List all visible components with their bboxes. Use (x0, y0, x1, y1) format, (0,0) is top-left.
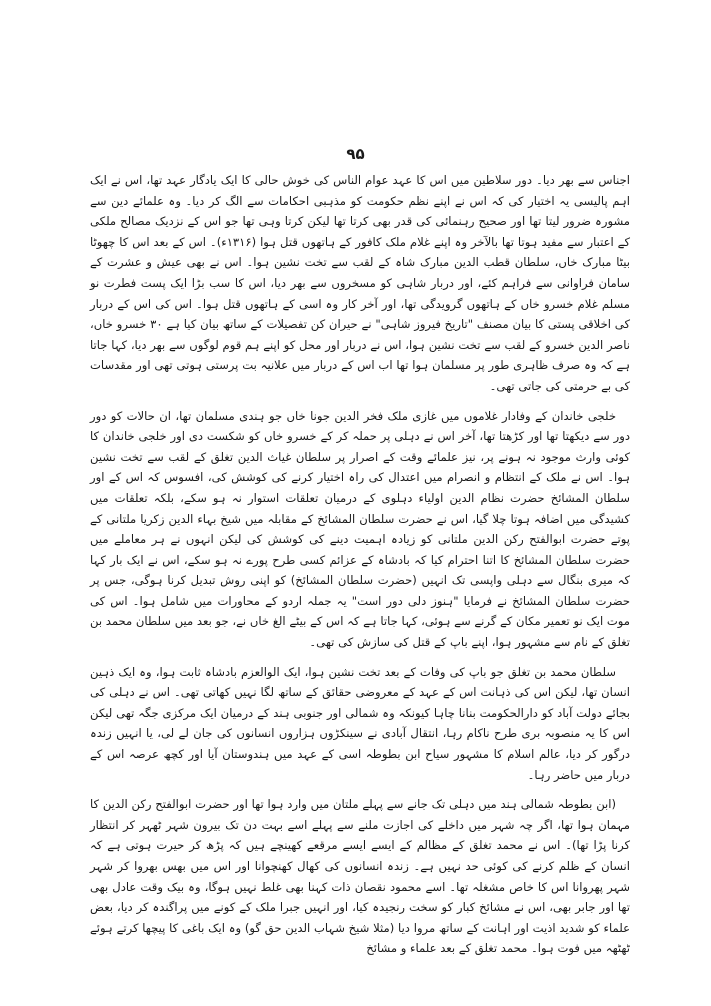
paragraph-1: اجناس سے بھر دیا۔ دور سلاطین میں اس کا عہد عوام الناس کی خوش حالی کا ایک یادگار عہد تھا، اس نے ایک اہم پالیسی یہ اختیار کی کہ اس نے اپنے نظم حکومت کو مذہبی احکامات سے الگ کر دیا۔ وہ علمائے دین سے مشورہ ضرور لیتا تھا اور صحیح رہنمائی کی قدر بھی کرتا تھا لیکن کرتا وہی تھا جو اس کے نزدیک مصالح ملکی کے اعتبار سے مفید ہوتا تھا بالآخر وہ اپنے غلام ملک کافور کے ہاتھوں قتل ہوا (۱۳۱۶ء)۔ اس کے بعد اس کا چھوٹا بیٹا مبارک خاں، سلطان قطب الدین مبارک شاہ کے لقب سے تخت نشین ہوا۔ اس نے بھی عیش و عشرت کے سامان فراوانی سے فراہم کئے، اور دربار شاہی کو مسخروں سے بھر دیا، اس کا سب بڑا ایک پست فطرت نو مسلم غلام خسرو خاں کے ہاتھوں گرویدگی تھا، اور آخر کار وہ اسی کے ہاتھوں قتل ہوا۔ اس کی اس کے دربار کی اخلاقی پستی کا بیان مصنف "تاریخ فیروز شاہی" نے حیران کن تفصیلات کے ساتھ بیان کیا ہے ۳۰ خسرو خاں، ناصر الدین خسرو کے لقب سے تخت نشین ہوا، اس نے دربار اور محل کو اپنے ہم قوم لوگوں سے بھر دیا، کہا جاتا ہے کہ وہ صرف ظاہری طور پر مسلمان ہوا تھا اب اس کے دربار میں علانیہ بت پرستی ہوتی تھی اور مقدسات کی بے حرمتی کی جاتی تھی۔ (90, 173, 630, 393)
page-number: ۹۵ (346, 145, 365, 163)
paragraph-3: سلطان محمد بن تغلق جو باپ کی وفات کے بعد تخت نشین ہوا، ایک الوالعزم بادشاہ ثابت ہوا، وہ ایک ذہین انسان تھا، لیکن اس کی ذہانت اس کے عہد کے معروضی حقائق کے ساتھ لگا نہیں کھاتی تھی۔ اس نے دہلی کی بجائے دولت آباد کو دارالحکومت بنانا چاہا کیونکہ وہ شمالی اور جنوبی ہند کے درمیان ایک مرکزی جگہ تھی لیکن اس کا یہ منصوبہ بری طرح ناکام رہا، انتقال آبادی نے سینکڑوں ہزاروں انسانوں کی جان لے لی، یا انہیں زندہ درگور کر دیا، عالم اسلام کا مشہور سیاح ابن بطوطہ اسی کے عہد میں ہندوستان آیا اور کچھ عرصہ اس کے دربار میں حاضر رہا۔ (90, 664, 630, 782)
body-text (90, 170, 630, 968)
paragraph-4: (ابن بطوطہ شمالی ہند میں دہلی تک جانے سے پہلے ملتان میں وارد ہوا تھا اور حضرت ابوالفتح رکن الدین کا مہمان ہوا تھا، اگر چہ شہر میں داخلے کی اجازت ملنے سے پہلے اسے بہت دن تک بیرون شہر ٹھہر کر انتظار کرنا پڑا تھا)۔ اس نے محمد تغلق کے مظالم کے ایسے ایسے مرقعے کھینچے ہیں کہ پڑھ کر حیرت ہوتی ہے کہ انسان کے ظلم کرنے کی کوئی حد نہیں ہے۔ زندہ انسانوں کی کھال کھنچوانا اور اس میں بھس بھروا کر شہر شہر پھروانا اس کا خاص مشغلہ تھا۔ اسے محمود نقصان ذات کہنا بھی غلط نہیں ہوگا، وہ بیک وقت عادل بھی تھا اور جابر بھی، اس نے مشائخ کبار کو سخت رنجیدہ کیا، اور انہیں جبرا ملک کے کونے میں پراگندہ کر دیا، بعض علماء کو شدید اذیت اور اہانت کے ساتھ مروا دیا (مثلا شیخ شہاب الدین حق گو) وہ ایک باغی کا پیچھا کرتے ہوئے ٹھٹھہ میں فوت ہوا۔ محمد تغلق کے بعد علماء و مشائخ (90, 797, 630, 956)
paragraph-2: خلجی خاندان کے وفادار غلاموں میں غازی ملک فخر الدین جونا خاں جو ہندی مسلمان تھا، ان حالات کو دور دور سے دیکھتا تھا اور کڑھتا تھا، آخر اس نے دہلی پر حملہ کر کے خسرو خاں کو شکست دی اور خلجی خاندان کا کوئی وارث موجود نہ ہونے پر، نیز علمائے وقت کے اصرار پر سلطان غیاث الدین تغلق کے لقب سے تخت نشین ہوا۔ اس نے ملک کے انتظام و انصرام میں اعتدال کی راہ اختیار کرنے کی کوشش کی، افسوس کہ اس کے اور سلطان المشائخ حضرت نظام الدین اولیاء دہلوی کے درمیان تعلقات استوار نہ ہو سکے، بلکہ تعلقات میں کشیدگی میں اضافہ ہوتا چلا گیا، اس نے حضرت سلطان المشائخ کے مقابلہ میں شیخ بہاء الدین زکریا ملتانی کے پوتے حضرت ابوالفتح رکن الدین ملتانی کو زیادہ اہمیت دینے کی کوشش کی لیکن انہوں نے ہر معاملے میں حضرت سلطان المشائخ کا اتنا احترام کیا کہ بادشاہ کے عزائم کسی طرح پورے نہ ہو سکے، اس نے ایک بار کہا کہ میری بنگال سے دہلی واپسی تک انہیں (حضرت سلطان المشائخ) کو اپنی روش تبدیل کرنا ہوگی، جس پر حضرت سلطان المشائخ نے فرمایا "ہنوز دلی دور است" یہ جملہ اردو کے محاورات میں شامل ہوا۔ اس کی موت ایک نو تعمیر مکان کے گرنے سے ہوئی، کہا جاتا ہے کہ اس کے بیٹے الغ خاں نے، جو بعد میں سلطان محمد بن تغلق کے نام سے مشہور ہوا، اپنے باپ کے قتل کی سازش کی تھی۔ (90, 408, 630, 650)
